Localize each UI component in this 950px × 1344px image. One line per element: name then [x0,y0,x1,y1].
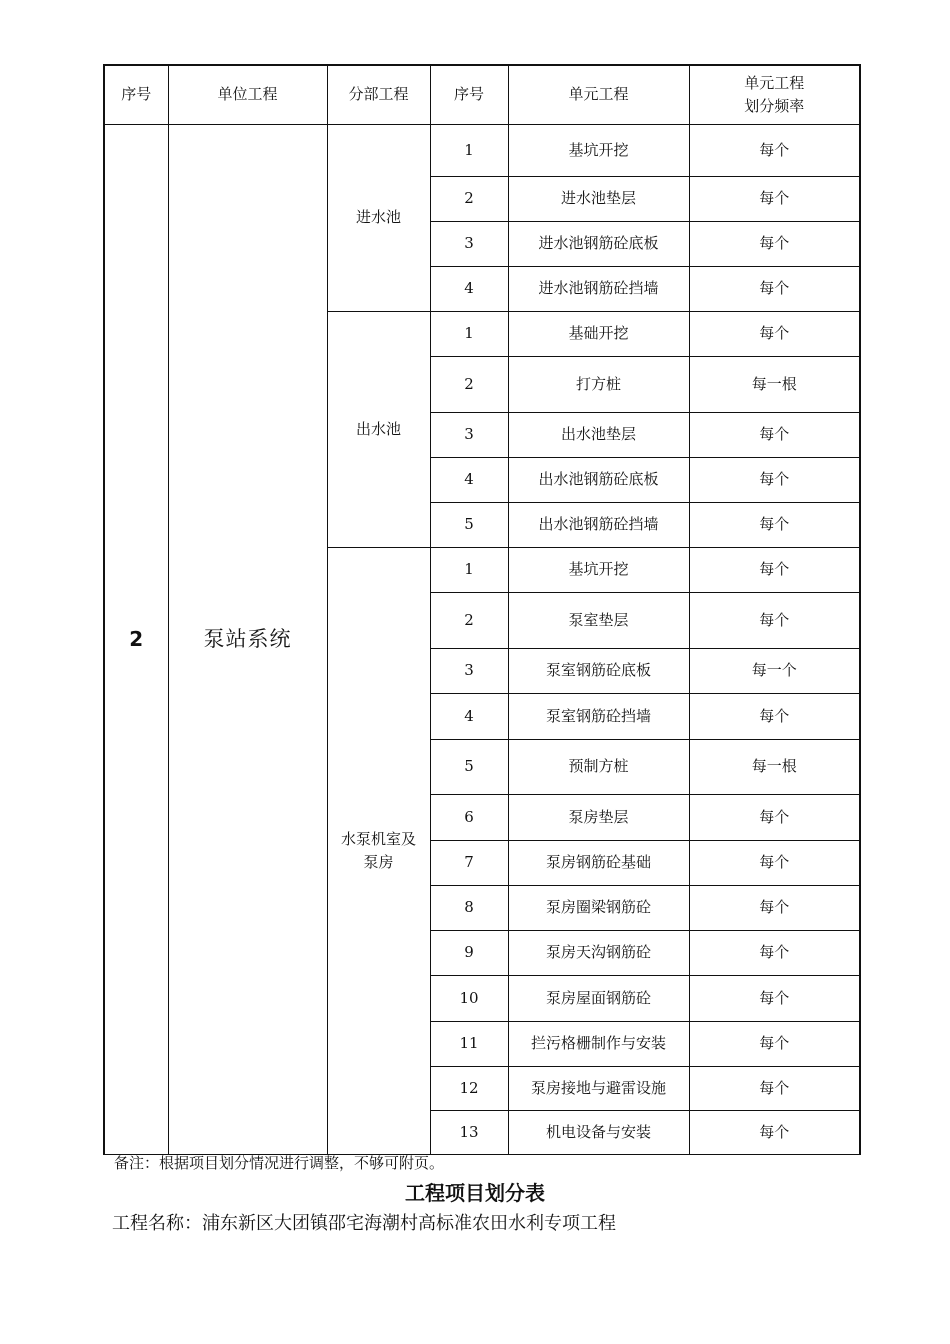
element-name: 基础开挖 [508,311,689,356]
element-name: 出水池垫层 [508,412,689,457]
element-frequency: 每个 [689,1066,860,1110]
row-number: 4 [430,457,508,502]
row-number: 4 [430,266,508,311]
element-frequency: 每个 [689,176,860,221]
header-seq: 序号 [104,65,168,124]
header-frequency [689,65,860,124]
element-frequency: 每个 [689,1110,860,1154]
element-name: 泵房垫层 [508,794,689,840]
row-number: 1 [430,124,508,176]
row-number: 1 [430,311,508,356]
row-number: 10 [430,975,508,1021]
project-division-table [103,64,861,1155]
row-number: 3 [430,648,508,693]
header-unit-project: 单位工程 [168,65,327,124]
element-name: 进水池垫层 [508,176,689,221]
element-frequency: 每个 [689,693,860,739]
form-title: 工程项目划分表 [405,1181,545,1205]
element-frequency: 每个 [689,311,860,356]
element-frequency: 每个 [689,502,860,547]
row-number: 3 [430,412,508,457]
row-number: 11 [430,1021,508,1066]
element-name: 泵房圈梁钢筋砼 [508,885,689,930]
unit-name: 泵站系统 [168,124,327,1154]
division-name [327,547,430,1154]
element-frequency: 每个 [689,547,860,592]
row-number: 3 [430,221,508,266]
element-frequency: 每个 [689,124,860,176]
row-number: 5 [430,502,508,547]
element-frequency: 每个 [689,1021,860,1066]
row-number: 2 [430,592,508,648]
element-frequency: 每一根 [689,739,860,794]
row-number: 12 [430,1066,508,1110]
element-name: 泵室钢筋砼挡墙 [508,693,689,739]
header-seq-2: 序号 [430,65,508,124]
project-name-line: 工程名称：浦东新区大团镇邵宅海潮村高标准农田水利专项工程 [112,1213,616,1234]
row-number: 2 [430,176,508,221]
element-name: 基坑开挖 [508,547,689,592]
row-number: 4 [430,693,508,739]
element-name: 拦污格栅制作与安装 [508,1021,689,1066]
row-number: 8 [430,885,508,930]
unit-number: 2 [104,124,168,1154]
row-number: 2 [430,356,508,412]
element-name: 机电设备与安装 [508,1110,689,1154]
header-frequency-line1: 单元工程 [744,73,805,92]
element-name: 泵室钢筋砼底板 [508,648,689,693]
element-name: 打方桩 [508,356,689,412]
header-division: 分部工程 [327,65,430,124]
element-frequency: 每一个 [689,648,860,693]
element-frequency: 每个 [689,221,860,266]
element-name: 泵房钢筋砼基础 [508,840,689,885]
element-frequency: 每个 [689,885,860,930]
element-name: 出水池钢筋砼底板 [508,457,689,502]
element-name: 泵室垫层 [508,592,689,648]
division-name-line1: 水泵机室及 [340,829,416,848]
element-name: 泵房天沟钢筋砼 [508,930,689,975]
row-number: 7 [430,840,508,885]
element-name: 泵房屋面钢筋砼 [508,975,689,1021]
element-frequency: 每个 [689,840,860,885]
division-name-line2: 泵房 [363,852,394,871]
row-number: 6 [430,794,508,840]
division-name: 进水池 [327,124,430,311]
division-name: 出水池 [327,311,430,547]
element-name: 泵房接地与避雷设施 [508,1066,689,1110]
element-name: 基坑开挖 [508,124,689,176]
header-element: 单元工程 [508,65,689,124]
element-name: 出水池钢筋砼挡墙 [508,502,689,547]
row-number: 9 [430,930,508,975]
header-frequency-line2: 划分频率 [744,96,805,115]
element-frequency: 每个 [689,266,860,311]
element-frequency: 每个 [689,794,860,840]
row-number: 5 [430,739,508,794]
element-frequency: 每个 [689,592,860,648]
element-frequency: 每个 [689,930,860,975]
row-number: 1 [430,547,508,592]
element-name: 进水池钢筋砼挡墙 [508,266,689,311]
element-frequency: 每个 [689,975,860,1021]
element-frequency: 每个 [689,457,860,502]
element-name: 进水池钢筋砼底板 [508,221,689,266]
element-frequency: 每个 [689,412,860,457]
table-row [104,124,860,176]
table-note: 备注：根据项目划分情况进行调整，不够可附页。 [114,1154,445,1172]
table-header-row [104,65,860,124]
element-name: 预制方桩 [508,739,689,794]
row-number: 13 [430,1110,508,1154]
element-frequency: 每一根 [689,356,860,412]
